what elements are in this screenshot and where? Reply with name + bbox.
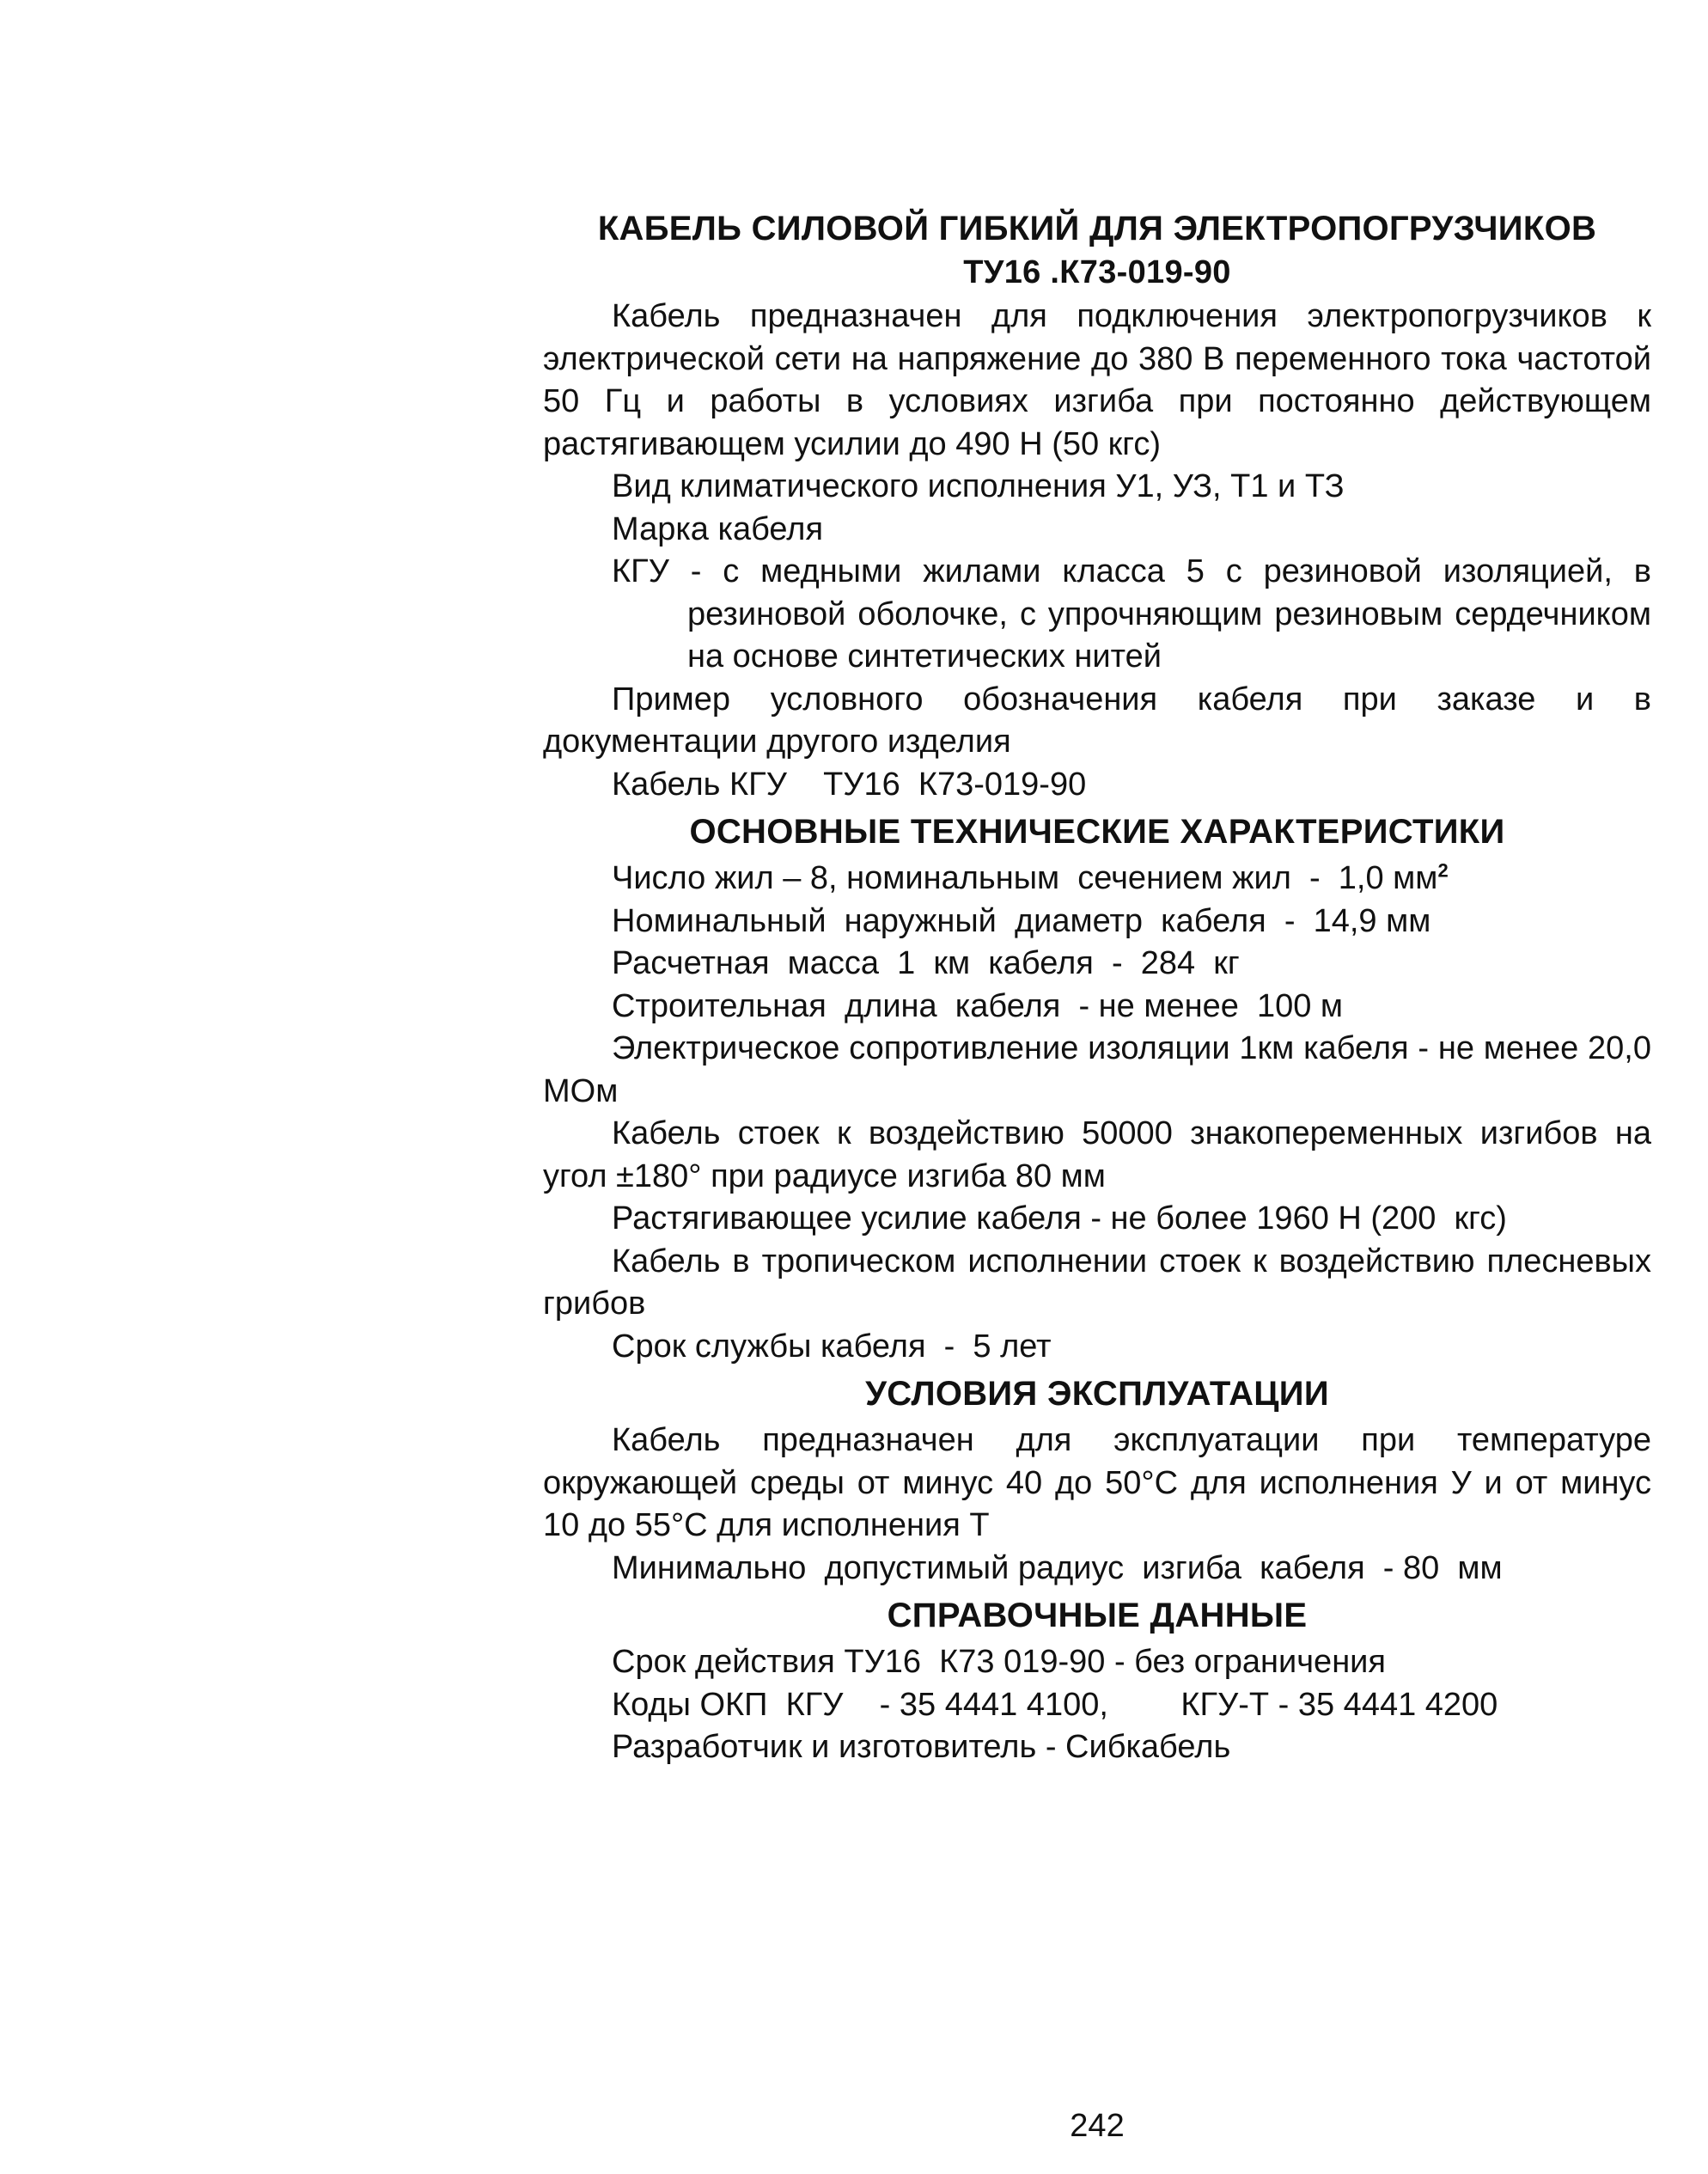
spec-cores-text: Число жил – 8, номинальным сечением жил - 1,0 мм [612,860,1438,896]
operation-min-radius: Минимально допустимый радиус изгиба кабеля - 80 мм [612,1549,1503,1586]
reference-validity: Срок действия ТУ16 К73 019-90 - без ограничения [612,1644,1386,1680]
document-title: КАБЕЛЬ СИЛОВОЙ ГИБКИЙ ДЛЯ ЭЛЕКТРОПОГРУЗЧИКОВ [597,210,1597,247]
brand-description: КГУ - с медными жилами класса 5 с резиновой изоляцией, в резиновой оболочке, с упрочняющим резиновым сердечником на основе синтетических нитей [612,553,1651,675]
spec-cores-superscript: 2 [1437,859,1449,882]
spec-mass: Расчетная масса 1 км кабеля - 284 кг [612,945,1240,981]
spec-bending: Кабель стоек к воздействию 50000 знакопеременных изгибов на угол ±180° при радиусе изгиба 80 мм [543,1115,1651,1194]
operation-temperature: Кабель предназначен для эксплуатации при температуре окружающей среды от минус 40 до 50°С для исполнения У и от минус 10 до 55°С для исполнения Т [543,1422,1651,1543]
spec-tension: Растягивающее усилие кабеля - не более 1960 Н (200 кгс) [612,1200,1507,1237]
operation-heading: УСЛОВИЯ ЭКСПЛУАТАЦИИ [865,1375,1329,1413]
spec-cores [543,858,1651,901]
document-standard: ТУ16 .К73-019-90 [963,254,1231,290]
spec-fungus: Кабель в тропическом исполнении стоек к воздействию плесневых грибов [543,1243,1651,1322]
purpose-paragraph: Кабель предназначен для подключения электропогрузчиков к электрической сети на напряжение до 380 В переменного тока частотой 50 Гц и работы в условиях изгиба при постоянно действующем растягивающем усилии до 490 Н (50 кгс) [543,298,1651,462]
brand-label: Марка кабеля [612,510,824,547]
page-number: 242 [1070,2108,1125,2144]
example-value: Кабель КГУ ТУ16 К73-019-90 [612,766,1087,803]
climate-paragraph: Вид климатического исполнения У1, УЗ, Т1 и ТЗ [612,468,1345,504]
reference-okp-codes: Коды ОКП КГУ - 35 4441 4100, КГУ-Т - 35 4441 4200 [612,1686,1498,1723]
spec-length: Строительная длина кабеля - не менее 100 м [612,987,1344,1024]
reference-manufacturer: Разработчик и изготовитель - Сибкабель [612,1729,1231,1765]
spec-service-life: Срок службы кабеля - 5 лет [612,1328,1052,1365]
spec-diameter: Номинальный наружный диаметр кабеля - 14,9 мм [612,902,1431,939]
spec-resistance: Электрическое сопротивление изоляции 1км кабеля - не менее 20,0 МОм [543,1030,1651,1109]
specs-heading: ОСНОВНЫЕ ТЕХНИЧЕСКИЕ ХАРАКТЕРИСТИКИ [689,813,1505,851]
reference-heading: СПРАВОЧНЫЕ ДАННЫЕ [887,1597,1308,1634]
document-page [543,206,1651,2144]
example-label: Пример условного обозначения кабеля при заказе и в документации другого изделия [543,681,1651,760]
